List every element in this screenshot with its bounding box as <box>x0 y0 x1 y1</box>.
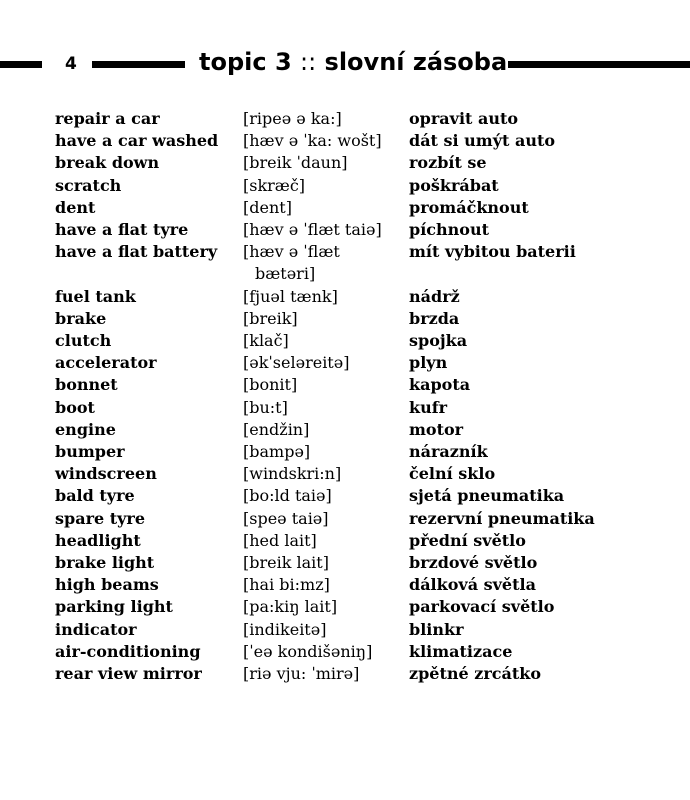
vocab-row <box>55 485 685 507</box>
phonetic-transcription <box>243 619 409 641</box>
phonetic-text: [hæv ə ˈflæt taiə] <box>243 220 382 240</box>
phonetic-transcription <box>243 130 409 152</box>
phonetic-text: [hæv ə ˈflæt <box>243 242 340 262</box>
phonetic-transcription <box>243 197 409 219</box>
phonetic-text: [klač] <box>243 331 289 351</box>
english-term: bald tyre <box>55 486 135 506</box>
phonetic-text: [endžin] <box>243 419 310 439</box>
phonetic-text: [speə taiə] <box>243 508 329 528</box>
czech-translation: klimatizace <box>409 641 513 661</box>
english-term: engine <box>55 419 116 439</box>
phonetic-text: [hæv ə ˈka: wošt] <box>243 131 382 151</box>
phonetic-text: [bonit] <box>243 375 298 395</box>
english-term: bumper <box>55 442 125 462</box>
english-term: fuel tank <box>55 286 136 306</box>
phonetic-transcription <box>243 485 409 507</box>
english-term: brake light <box>55 553 155 573</box>
czech-translation: sjetá pneumatika <box>409 486 565 506</box>
phonetic-text: [bu:t] <box>243 397 288 417</box>
phonetic-transcription <box>243 596 409 618</box>
vocab-row <box>55 463 685 485</box>
czech-translation: zpětné zrcátko <box>409 664 541 684</box>
english-term: have a car washed <box>55 131 219 151</box>
phonetic-text: [hai bi:mz] <box>243 575 330 595</box>
phonetic-text: [dent] <box>243 197 292 217</box>
phonetic-text: [windskri:n] <box>243 464 342 484</box>
czech-translation: čelní sklo <box>409 464 496 484</box>
english-term: headlight <box>55 530 141 550</box>
vocabulary-list <box>55 108 685 685</box>
phonetic-transcription <box>243 663 409 685</box>
czech-translation: blinkr <box>409 619 464 639</box>
vocab-row <box>55 152 685 174</box>
czech-translation: brzda <box>409 308 460 328</box>
phonetic-transcription <box>243 374 409 396</box>
english-term: clutch <box>55 331 112 351</box>
czech-translation: nádrž <box>409 286 460 306</box>
phonetic-text: [hed lait] <box>243 530 317 550</box>
english-term: parking light <box>55 597 173 617</box>
english-term: dent <box>55 197 96 217</box>
czech-translation: promáčknout <box>409 197 529 217</box>
czech-translation: opravit auto <box>409 109 519 128</box>
phonetic-transcription <box>243 352 409 374</box>
phonetic-text: [indikeitə] <box>243 619 327 639</box>
czech-translation: píchnout <box>409 220 489 240</box>
phonetic-transcription <box>243 397 409 419</box>
page-header <box>0 40 690 90</box>
phonetic-transcription <box>243 552 409 574</box>
phonetic-transcription <box>243 574 409 596</box>
english-term: spare tyre <box>55 508 146 528</box>
phonetic-text: [bampə] <box>243 442 311 462</box>
vocab-row <box>55 641 685 663</box>
vocab-row <box>55 241 685 285</box>
header-rule-left <box>0 61 42 68</box>
english-term: break down <box>55 153 160 173</box>
czech-translation: kufr <box>409 397 448 417</box>
phonetic-transcription <box>243 641 409 663</box>
vocab-row <box>55 508 685 530</box>
vocab-row <box>55 663 685 685</box>
phonetic-text: [fjuəl tænk] <box>243 286 338 306</box>
czech-translation: brzdové světlo <box>409 553 538 573</box>
czech-translation: mít vybitou baterii <box>409 242 576 262</box>
vocab-row <box>55 330 685 352</box>
phonetic-text: [bo:ld taiə] <box>243 486 332 506</box>
czech-translation: poškrábat <box>409 175 499 195</box>
phonetic-transcription <box>243 152 409 174</box>
czech-translation: dát si umýt auto <box>409 131 556 151</box>
czech-translation: kapota <box>409 375 471 395</box>
english-term: rear view mirror <box>55 664 202 684</box>
phonetic-text: [breik ˈdaun] <box>243 153 348 173</box>
phonetic-text: [breik lait] <box>243 553 329 573</box>
title-subject: slovní zásoba <box>324 48 508 76</box>
phonetic-text-continued: bætəri] <box>255 264 316 284</box>
czech-translation: motor <box>409 419 464 439</box>
english-term: accelerator <box>55 353 157 373</box>
czech-translation: plyn <box>409 353 448 373</box>
phonetic-text: [ripeə ə ka:] <box>243 109 342 128</box>
vocab-row <box>55 286 685 308</box>
phonetic-text: [riə vju: ˈmirə] <box>243 664 360 684</box>
vocab-row <box>55 197 685 219</box>
vocab-row <box>55 441 685 463</box>
english-term: boot <box>55 397 95 417</box>
czech-translation: nárazník <box>409 442 488 462</box>
czech-translation: spojka <box>409 331 468 351</box>
vocab-row <box>55 619 685 641</box>
phonetic-transcription <box>243 530 409 552</box>
vocab-row <box>55 530 685 552</box>
phonetic-text: [skræč] <box>243 175 306 195</box>
english-term: air-conditioning <box>55 641 201 661</box>
vocab-row <box>55 130 685 152</box>
phonetic-text: [əkˈseləreitə] <box>243 353 350 373</box>
phonetic-transcription <box>243 330 409 352</box>
english-term: windscreen <box>55 464 157 484</box>
page-title <box>199 46 507 78</box>
phonetic-text: [breik] <box>243 308 298 328</box>
page-number: 4 <box>65 54 77 74</box>
english-term: indicator <box>55 619 137 639</box>
phonetic-transcription <box>243 175 409 197</box>
header-rule-right <box>508 61 690 68</box>
czech-translation: rozbít se <box>409 153 487 173</box>
english-term: bonnet <box>55 375 118 395</box>
phonetic-transcription <box>243 308 409 330</box>
vocab-row <box>55 552 685 574</box>
vocab-row <box>55 175 685 197</box>
vocab-row <box>55 374 685 396</box>
phonetic-transcription <box>243 508 409 530</box>
english-term: scratch <box>55 175 122 195</box>
phonetic-transcription <box>243 419 409 441</box>
vocab-row <box>55 419 685 441</box>
vocab-row <box>55 397 685 419</box>
english-term: high beams <box>55 575 159 595</box>
czech-translation: rezervní pneumatika <box>409 508 595 528</box>
phonetic-text: [ˈeə kondišəniŋ] <box>243 641 373 661</box>
phonetic-transcription <box>243 286 409 308</box>
vocab-row <box>55 219 685 241</box>
czech-translation: přední světlo <box>409 530 526 550</box>
czech-translation: parkovací světlo <box>409 597 555 617</box>
title-topic: topic 3 <box>199 48 292 76</box>
vocab-row <box>55 308 685 330</box>
phonetic-transcription <box>243 241 409 285</box>
english-term: have a flat battery <box>55 242 218 262</box>
vocab-row <box>55 574 685 596</box>
header-rule-middle <box>92 61 185 68</box>
phonetic-transcription <box>243 108 409 130</box>
english-term: have a flat tyre <box>55 220 189 240</box>
phonetic-transcription <box>243 463 409 485</box>
phonetic-text: [pa:kiŋ lait] <box>243 597 338 617</box>
czech-translation: dálková světla <box>409 575 536 595</box>
english-term: brake <box>55 308 107 328</box>
vocab-row <box>55 108 685 130</box>
vocab-row <box>55 352 685 374</box>
vocab-row <box>55 596 685 618</box>
english-term: repair a car <box>55 109 160 128</box>
phonetic-transcription <box>243 441 409 463</box>
phonetic-transcription <box>243 219 409 241</box>
title-separator: :: <box>300 48 317 76</box>
